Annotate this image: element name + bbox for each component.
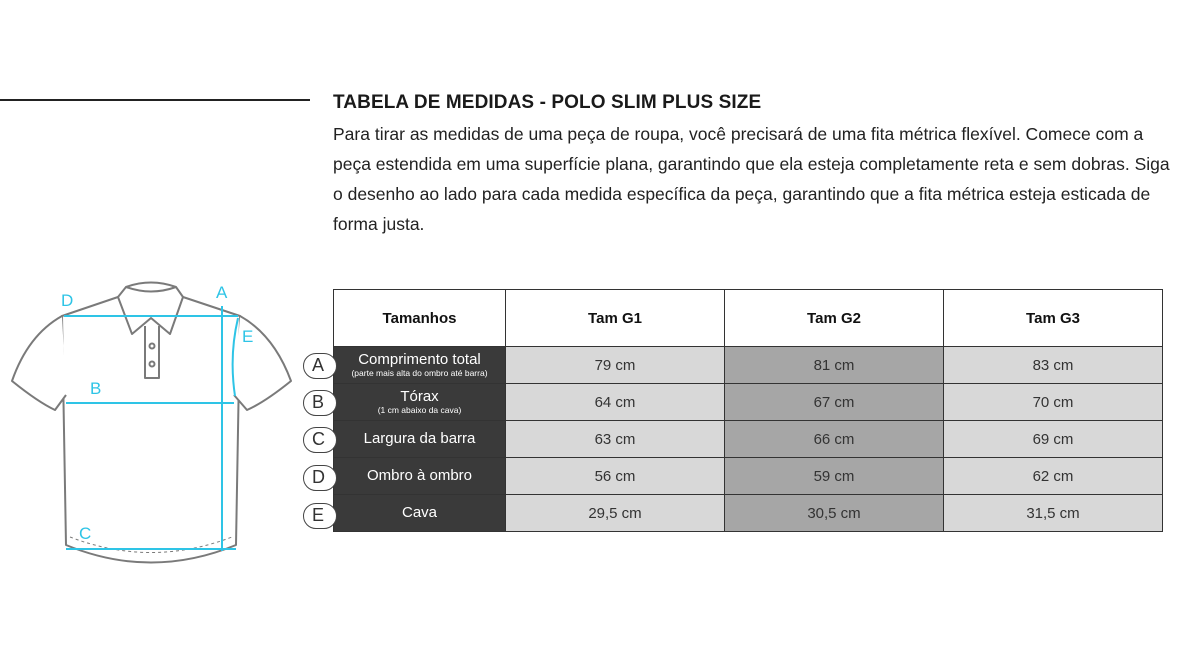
page-title: TABELA DE MEDIDAS - POLO SLIM PLUS SIZE	[333, 92, 762, 113]
cell-g3: 69 cm	[944, 421, 1163, 458]
row-label-note: (1 cm abaixo da cava)	[377, 405, 462, 416]
polo-shirt-diagram	[0, 270, 300, 580]
shirt-outline	[12, 283, 291, 563]
row-label	[334, 495, 506, 532]
header-g2: Tam G2	[725, 290, 944, 347]
row-label-text: Comprimento total	[358, 350, 481, 368]
header-g1: Tam G1	[506, 290, 725, 347]
label-e: E	[242, 327, 254, 346]
cell-g1: 63 cm	[506, 421, 725, 458]
row-label-note: (parte mais alta do ombro até barra)	[351, 368, 488, 379]
table-row	[334, 458, 1163, 495]
label-a: A	[216, 283, 228, 302]
table-row	[334, 495, 1163, 532]
row-label	[334, 347, 506, 384]
cell-g2: 30,5 cm	[725, 495, 944, 532]
row-letter-badge: E	[303, 503, 337, 529]
table-row	[334, 347, 1163, 384]
row-letter-badge: C	[303, 427, 337, 453]
cell-g2: 67 cm	[725, 384, 944, 421]
cell-g3: 70 cm	[944, 384, 1163, 421]
header-g3: Tam G3	[944, 290, 1163, 347]
table-header-row	[334, 290, 1163, 347]
cell-g3: 31,5 cm	[944, 495, 1163, 532]
row-label-text: Cava	[401, 503, 438, 521]
cell-g3: 62 cm	[944, 458, 1163, 495]
cell-g2: 81 cm	[725, 347, 944, 384]
table-row	[334, 384, 1163, 421]
cell-g1: 79 cm	[506, 347, 725, 384]
cell-g3: 83 cm	[944, 347, 1163, 384]
label-d: D	[61, 291, 74, 310]
row-letter-badge: D	[303, 465, 337, 491]
header-rule	[0, 99, 310, 101]
intro-text: Para tirar as medidas de uma peça de roupa, você precisará de uma fita métrica flexível. Comece com a peça estendida em uma superfície plana, garantindo que ela esteja completamente reta e sem dobras. Siga o desenho ao lado para cada medida específica da peça, garantindo que a fita métrica esteja esticada de forma justa.	[333, 124, 1170, 234]
table-row	[334, 421, 1163, 458]
row-label	[334, 421, 506, 458]
label-c: C	[79, 524, 92, 543]
row-label-text: Ombro à ombro	[366, 466, 473, 484]
cell-g1: 56 cm	[506, 458, 725, 495]
row-letter-badge: A	[303, 353, 337, 379]
label-b: B	[90, 379, 102, 398]
cell-g2: 59 cm	[725, 458, 944, 495]
cell-g1: 64 cm	[506, 384, 725, 421]
size-table	[333, 289, 1163, 532]
row-label-text: Largura da barra	[363, 429, 476, 447]
row-letter-badge: B	[303, 390, 337, 416]
row-label	[334, 384, 506, 421]
cell-g1: 29,5 cm	[506, 495, 725, 532]
row-label	[334, 458, 506, 495]
cell-g2: 66 cm	[725, 421, 944, 458]
header-tamanhos: Tamanhos	[334, 290, 506, 347]
row-label-text: Tórax	[400, 387, 439, 405]
